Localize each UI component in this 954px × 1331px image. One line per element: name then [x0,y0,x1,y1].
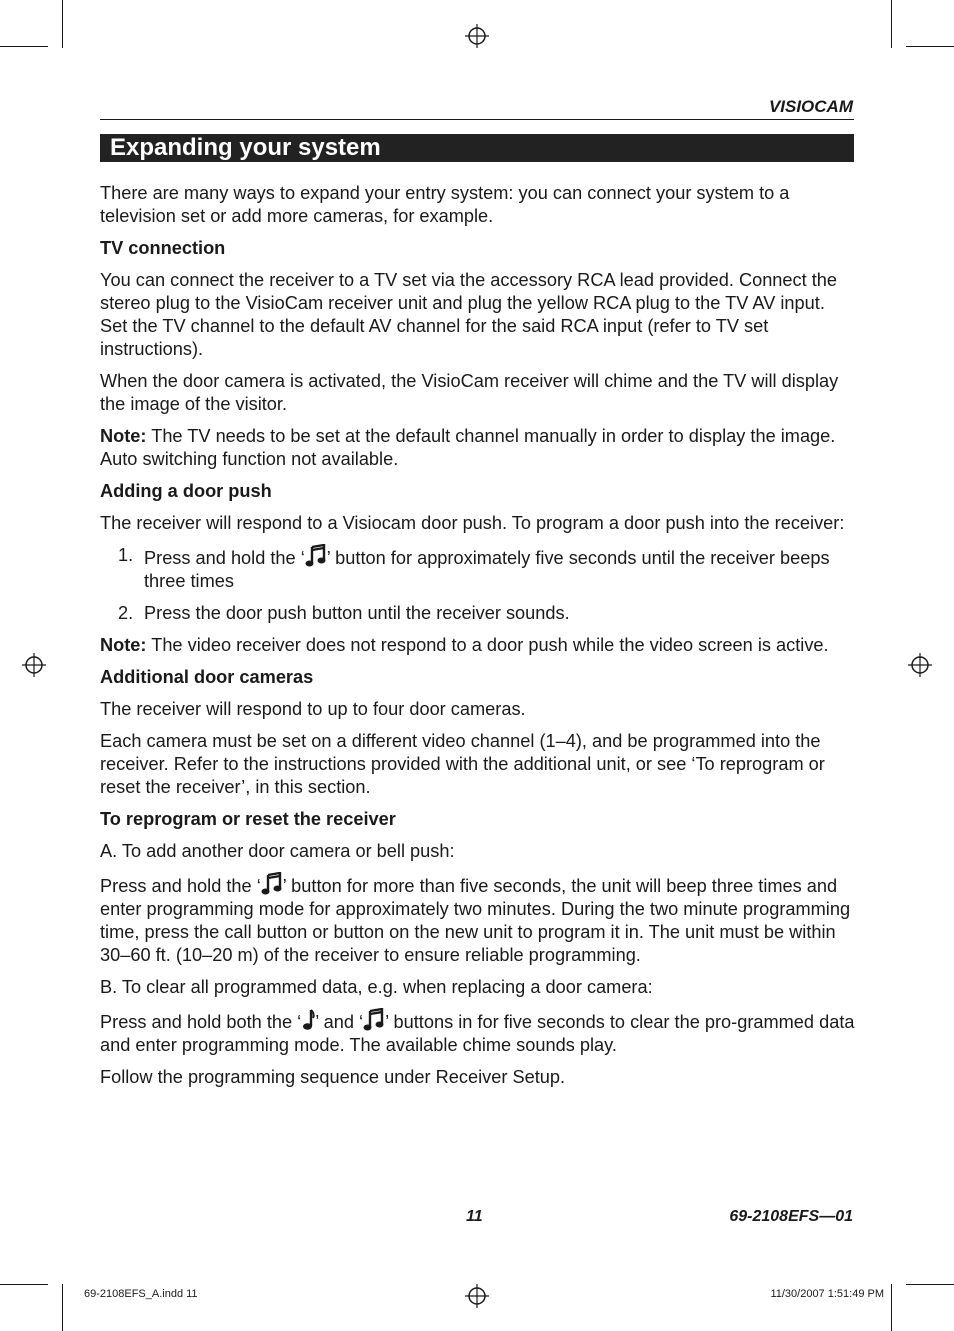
registration-mark-icon [465,1284,489,1308]
reset-b-paragraph: Press and hold both the ‘ ’ and ‘ ’ buttons in for five seconds to clear the pro-grammed data and enter programming mode. The available chime sounds play. [100,1008,856,1057]
step-number: 2. [118,603,134,623]
slug-filename: 69-2108EFS_A.indd 11 [84,1288,198,1300]
reset-heading: To reprogram or reset the receiver [100,809,396,829]
section-title: Expanding your system [100,134,854,162]
single-music-note-icon [301,1008,315,1032]
cameras-paragraph-1: The receiver will respond to up to four door cameras. [100,699,526,719]
double-music-note-icon [363,1008,385,1032]
double-music-note-icon [305,544,327,568]
tv-note: Note: The TV needs to be set at the default channel manually in order to display the image. Auto switching function not available. [100,426,836,469]
page-content [100,182,856,1098]
slug-timestamp: 11/30/2007 1:51:49 PM [770,1288,884,1300]
reset-a-label: A. To add another door camera or bell push: [100,841,455,861]
intro-paragraph: There are many ways to expand your entry system: you can connect your system to a television set or add more cameras, for example. [100,183,790,226]
reset-a-paragraph: Press and hold the ‘ ’ button for more than five seconds, the unit will beep three times and enter programming mode for approximately two minutes. During the two minute programming time, press the call button or button on the new unit to program it in. The unit must be within 30–60 ft. (10–20 m) of the receiver to ensure reliable programming. [100,872,856,967]
step-2: 2. Press the door push button until the receiver sounds. [118,603,570,623]
reset-b-label: B. To clear all programmed data, e.g. when replacing a door camera: [100,977,653,997]
tv-heading: TV connection [100,238,226,258]
push-paragraph: The receiver will respond to a Visiocam door push. To program a door push into the receiver: [100,513,845,533]
step-number: 1. [118,545,134,565]
registration-mark-icon [465,24,489,48]
note-label: Note: [100,426,147,446]
tv-paragraph-2: When the door camera is activated, the VisioCam receiver will chime and the TV will display the image of the visitor. [100,371,839,414]
registration-mark-icon [908,653,932,677]
step-1: 1. Press and hold the ‘ ’ button for approximately five seconds until the receiver beeps three times [118,545,830,591]
follow-paragraph: Follow the programming sequence under Receiver Setup. [100,1067,566,1087]
registration-mark-icon [22,653,46,677]
header-rule [100,119,854,120]
tv-paragraph-1: You can connect the receiver to a TV set via the accessory RCA lead provided. Connect the stereo plug to the VisioCam receiver unit and plug the yellow RCA plug to the TV AV input. Set the TV channel to the default AV channel for the said RCA input (refer to TV set instructions). [100,270,838,359]
brand-header: VISIOCAM [768,97,853,116]
push-heading: Adding a door push [100,481,272,501]
cameras-heading: Additional door cameras [100,667,314,687]
cameras-paragraph-2: Each camera must be set on a different video channel (1–4), and be programmed into the receiver. Refer to the instructions provided with the additional unit, or see ‘To reprogram or reset the receiver’, in this section. [100,731,825,797]
document-code: 69-2108EFS—01 [729,1208,853,1225]
page-number: 11 [466,1208,483,1225]
push-note: Note: The video receiver does not respond to a door push while the video screen is active. [100,635,829,655]
note-label: Note: [100,635,147,655]
double-music-note-icon [261,872,283,896]
